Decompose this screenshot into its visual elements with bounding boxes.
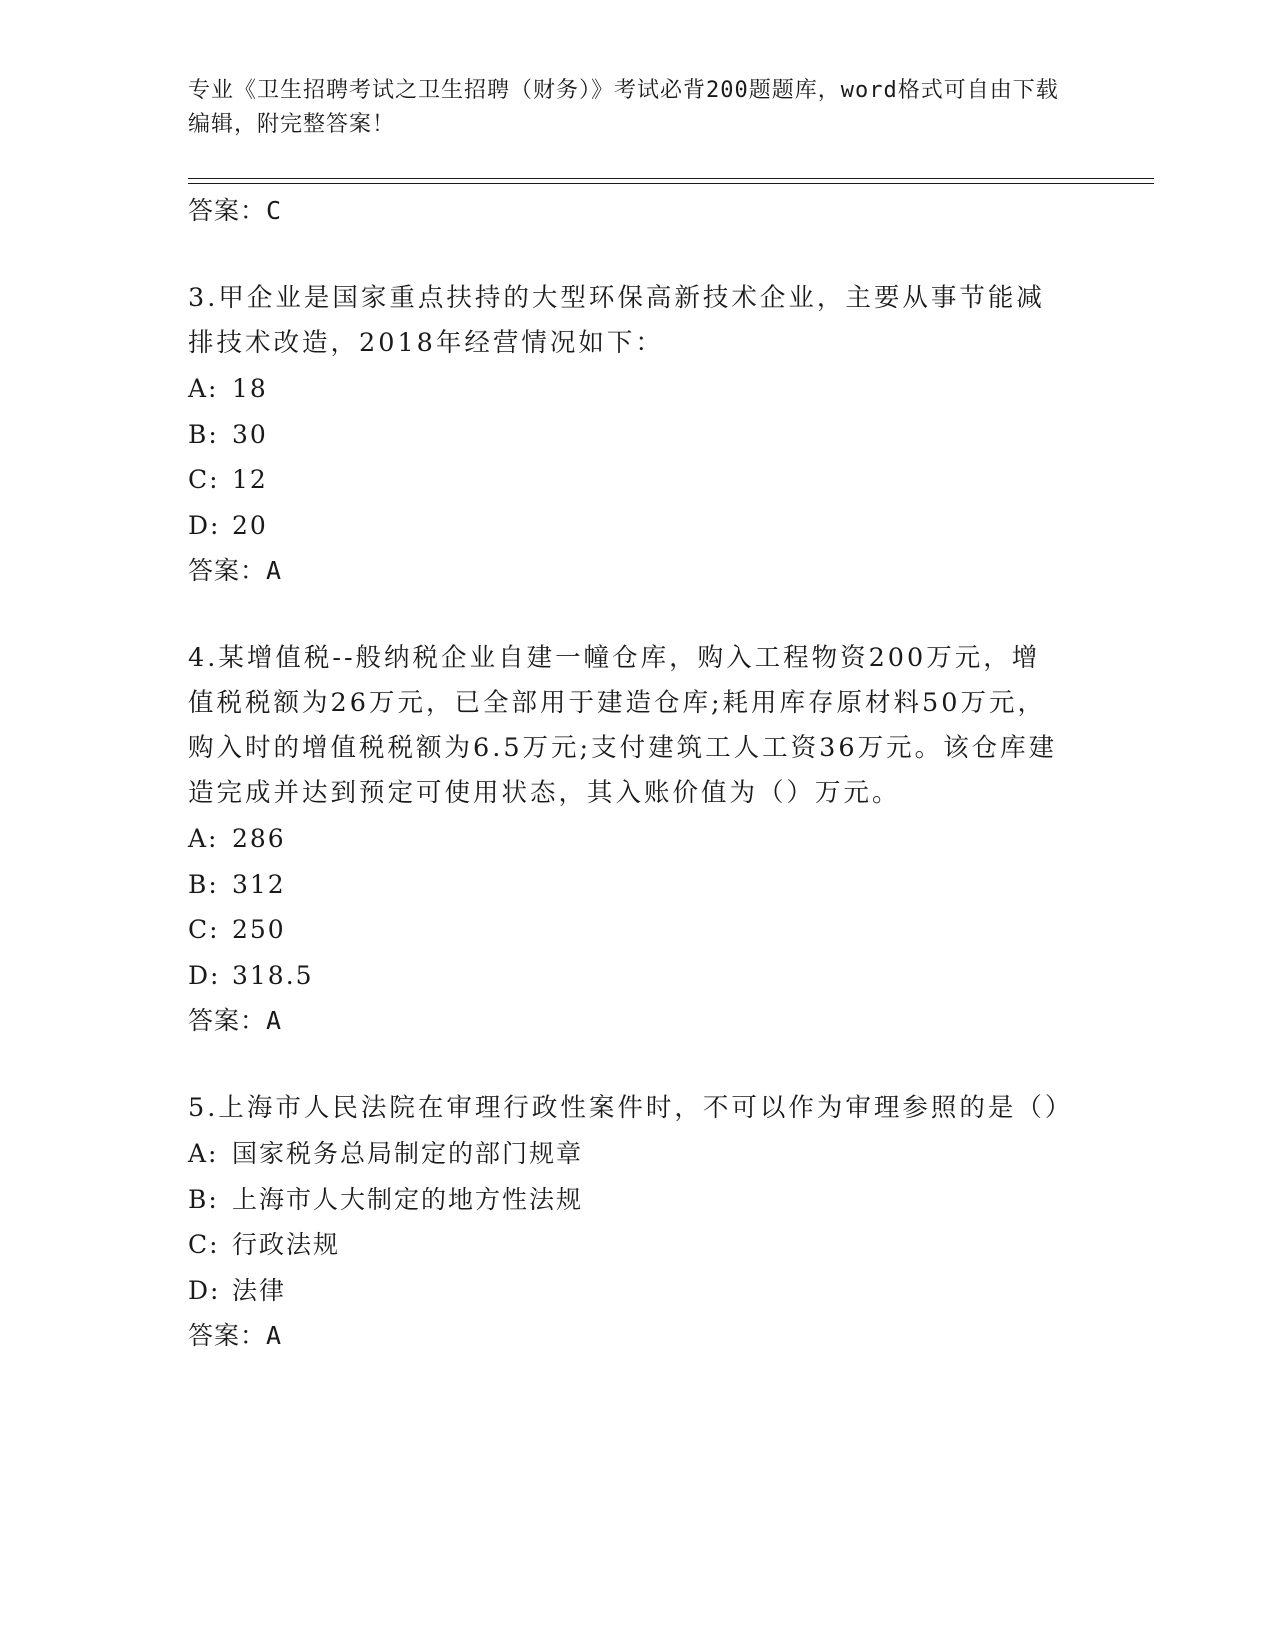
option-key: B: <box>188 419 219 449</box>
option-text: 20 <box>232 510 268 540</box>
option-key: C: <box>188 915 220 944</box>
option-c <box>188 457 1068 503</box>
page-header <box>188 74 1068 142</box>
question-4 <box>188 636 1068 1044</box>
option-text: 250 <box>232 915 286 944</box>
previous-answer: 答案：C <box>188 196 283 225</box>
option-key: D: <box>188 1275 221 1305</box>
header-rule-top <box>188 178 1154 179</box>
option-key: B: <box>188 1184 219 1214</box>
option-text: 上海市人大制定的地方性法规 <box>232 1184 584 1214</box>
question-stem: 3.甲企业是国家重点扶持的大型环保高新技术企业，主要从事节能减排技术改造，2018年经营情况如下： <box>188 283 1045 358</box>
option-text: 12 <box>232 465 268 494</box>
option-key: A: <box>188 824 219 853</box>
option-b <box>188 412 1068 458</box>
question-list <box>188 188 1074 1359</box>
option-text: 30 <box>232 419 268 449</box>
option-text: 286 <box>232 824 286 853</box>
option-text: 318.5 <box>232 960 314 990</box>
option-a <box>188 1131 1068 1177</box>
option-c <box>188 907 1068 953</box>
option-a <box>188 816 1068 862</box>
option-key: A: <box>188 374 219 403</box>
option-b <box>188 1177 1068 1223</box>
option-text: 法律 <box>232 1275 287 1305</box>
option-text: 行政法规 <box>232 1230 341 1259</box>
question-stem: 4.某增值税--般纳税企业自建一幢仓库，购入工程物资200万元，增值税税额为26万元，已全部用于建造仓库;耗用库存原材料50万元，购入时的增值税税额为6.5万元;支付建筑工人工资36万元。该仓库建造完成并达到预定可使用状态，其入账价值为（）万元。 <box>188 643 1058 808</box>
option-b <box>188 862 1068 908</box>
option-text: 18 <box>232 374 268 403</box>
option-text: 312 <box>232 869 286 899</box>
option-key: C: <box>188 465 220 494</box>
header-title: 专业《卫生招聘考试之卫生招聘（财务）》考试必背200题题库，word格式可自由下载编辑，附完整答案！ <box>188 78 1059 137</box>
option-c <box>188 1222 1068 1268</box>
option-d <box>188 953 1068 999</box>
header-rule-bottom <box>188 183 1154 184</box>
question-stem: 5.上海市人民法院在审理行政性案件时，不可以作为审理参照的是（） <box>188 1093 1074 1123</box>
question-3 <box>188 276 1068 594</box>
question-answer: 答案：A <box>188 1006 283 1035</box>
option-key: D: <box>188 960 221 990</box>
option-key: C: <box>188 1230 220 1259</box>
option-a <box>188 366 1068 412</box>
question-answer: 答案：A <box>188 556 283 585</box>
option-d <box>188 503 1068 549</box>
option-key: A: <box>188 1139 219 1168</box>
question-5 <box>188 1086 1074 1359</box>
option-d <box>188 1268 1068 1314</box>
option-text: 国家税务总局制定的部门规章 <box>232 1139 584 1168</box>
question-answer: 答案：A <box>188 1321 283 1350</box>
option-key: B: <box>188 869 219 899</box>
option-key: D: <box>188 510 221 540</box>
